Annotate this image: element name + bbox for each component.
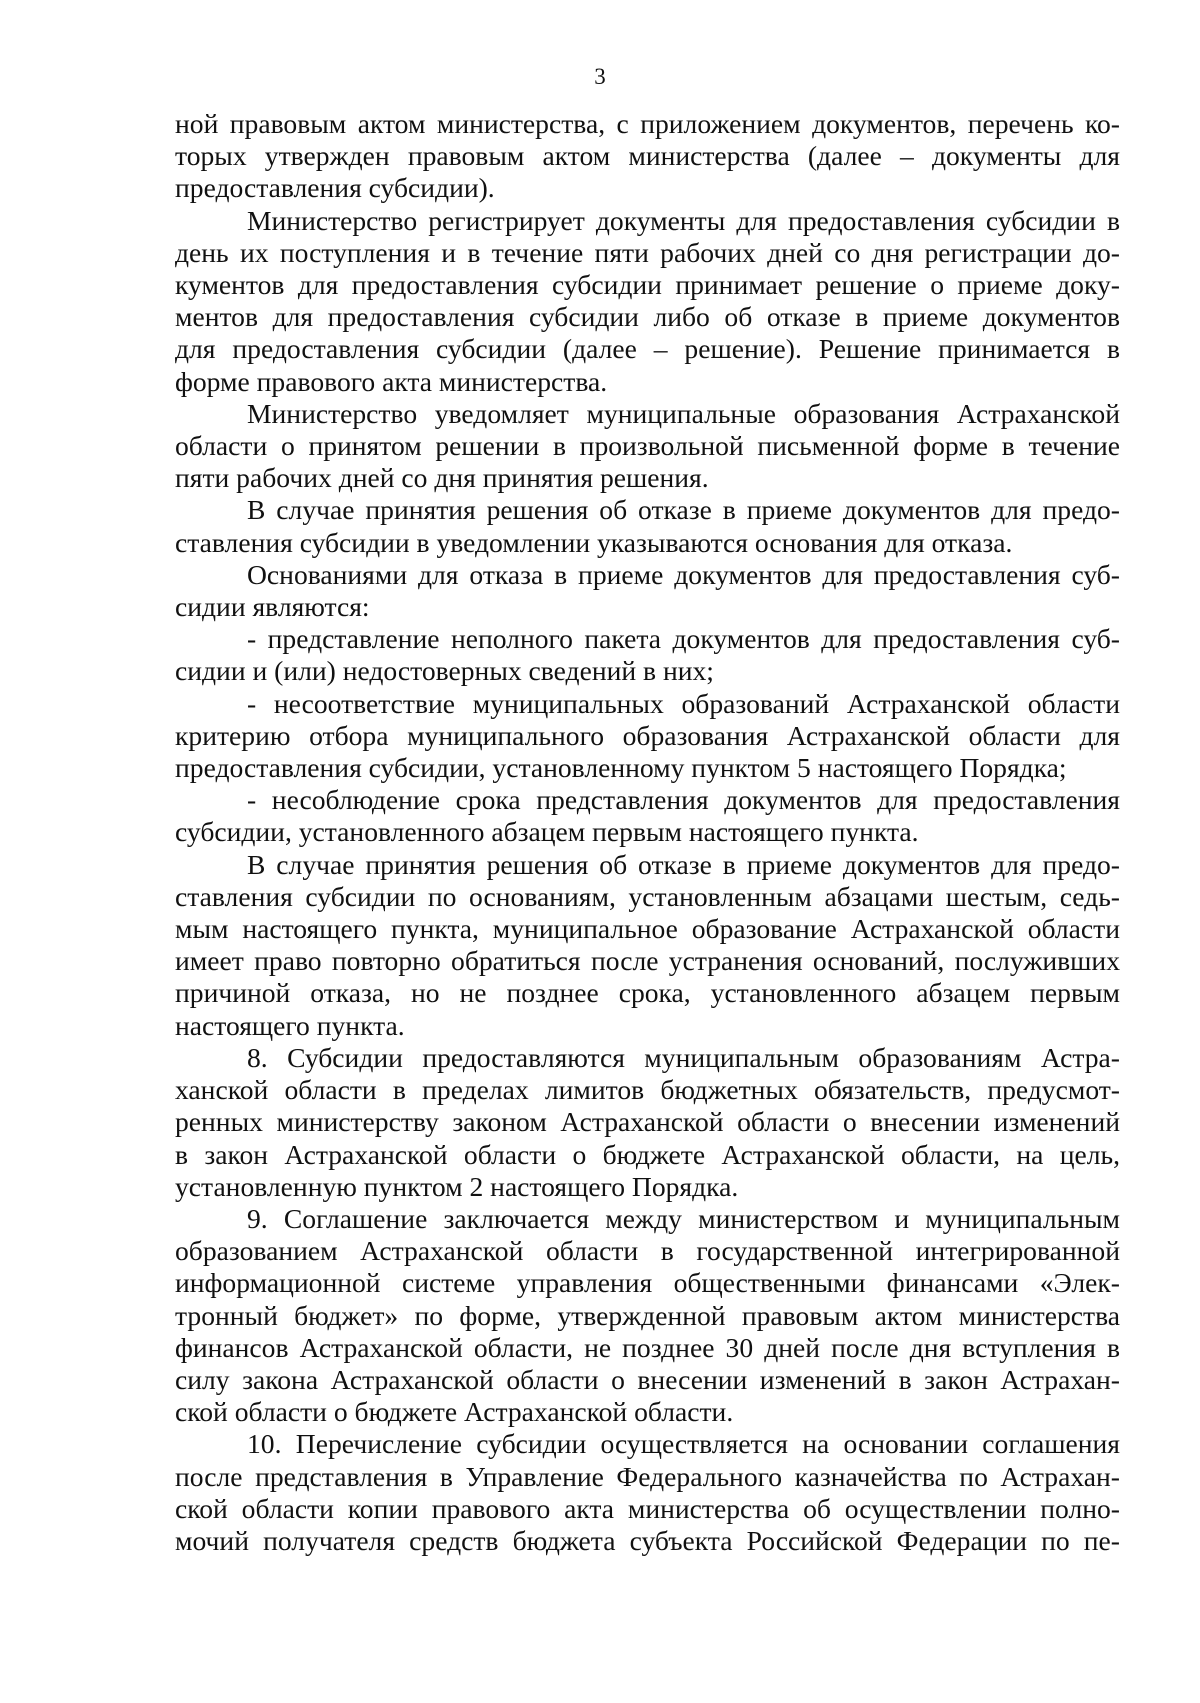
paragraph (175, 1042, 1120, 1203)
text-line: тронный бюджет» по форме, утвержденной правовым актом министерства (175, 1299, 1120, 1331)
text-line: мым настоящего пункта, муниципальное образование Астраханской области (175, 913, 1120, 945)
text-line: ской области копии правового акта министерства об осуществлении полно- (175, 1492, 1120, 1524)
text-line: - представление неполного пакета документов для предоставления суб- (247, 623, 1120, 655)
text-line: образованием Астраханской области в государственной интегрированной (175, 1235, 1120, 1267)
text-line: 9. Соглашение заключается между министерством и муниципальным (247, 1202, 1120, 1234)
text-line: сидии являются: (175, 591, 370, 623)
paragraph (175, 784, 1120, 848)
text-line: торых утвержден правовым актом министерства (далее – документы для (175, 140, 1120, 172)
document-body (175, 108, 1120, 1557)
text-line: Министерство регистрирует документы для предоставления субсидии в (247, 204, 1120, 236)
text-line: критерию отбора муниципального образования Астраханской области для (175, 719, 1120, 751)
text-line: после представления в Управление Федерального казначейства по Астрахан- (175, 1460, 1120, 1492)
paragraph (175, 398, 1120, 495)
paragraph (175, 205, 1120, 398)
text-line: для предоставления субсидии (далее – решение). Решение принимается в (175, 333, 1120, 365)
text-line: ставления субсидии по основаниям, установленным абзацами шестым, седь- (175, 880, 1120, 912)
text-line: кументов для предоставления субсидии принимает решение о приеме доку- (175, 269, 1120, 301)
text-line: субсидии, установленного абзацем первым настоящего пункта. (175, 816, 919, 848)
text-line: ханской области в пределах лимитов бюджетных обязательств, предусмот- (175, 1074, 1120, 1106)
text-line: мочий получателя средств бюджета субъекта Российской Федерации по пе- (175, 1524, 1120, 1556)
paragraph (175, 494, 1120, 558)
text-line: имеет право повторно обратиться после устранения оснований, послуживших (175, 945, 1120, 977)
paragraph (175, 1428, 1120, 1557)
paragraph (175, 849, 1120, 1042)
text-line: силу закона Астраханской области о внесении изменений в закон Астрахан- (175, 1363, 1120, 1395)
text-line: установленную пунктом 2 настоящего Порядка. (175, 1170, 739, 1202)
text-line: информационной системе управления общественными финансами «Элек- (175, 1267, 1120, 1299)
paragraph (175, 623, 1120, 687)
text-line: Основаниями для отказа в приеме документов для предоставления суб- (247, 558, 1120, 590)
text-line: ской области о бюджете Астраханской области. (175, 1396, 734, 1428)
text-line: В случае принятия решения об отказе в приеме документов для предо- (247, 494, 1120, 526)
text-line: ставления субсидии в уведомлении указываются основания для отказа. (175, 526, 1013, 558)
text-line: - несоблюдение срока представления документов для предоставления (247, 784, 1120, 816)
text-line: предоставления субсидии). (175, 172, 495, 204)
paragraph (175, 559, 1120, 623)
text-line: 10. Перечисление субсидии осуществляется на основании соглашения (247, 1428, 1120, 1460)
text-line: Министерство уведомляет муниципальные образования Астраханской (247, 397, 1120, 429)
text-line: ренных министерству законом Астраханской области о внесении изменений (175, 1106, 1120, 1138)
page-number: 3 (594, 64, 606, 89)
text-line: В случае принятия решения об отказе в приеме документов для предо- (247, 848, 1120, 880)
text-line: - несоответствие муниципальных образований Астраханской области (247, 687, 1120, 719)
text-line: причиной отказа, но не позднее срока, установленного абзацем первым (175, 977, 1120, 1009)
text-line: области о принятом решении в произвольной письменной форме в течение (175, 430, 1120, 462)
text-line: ментов для предоставления субсидии либо об отказе в приеме документов (175, 301, 1120, 333)
text-line: финансов Астраханской области, не позднее 30 дней после дня вступления в (175, 1331, 1120, 1363)
text-line: день их поступления и в течение пяти рабочих дней со дня регистрации до- (175, 236, 1120, 268)
paragraph (175, 108, 1120, 205)
text-line: 8. Субсидии предоставляются муниципальным образованиям Астра- (247, 1041, 1120, 1073)
text-line: ной правовым актом министерства, с приложением документов, перечень ко- (175, 108, 1120, 139)
text-line: пяти рабочих дней со дня принятия решения. (175, 462, 709, 494)
paragraph (175, 688, 1120, 785)
text-line: сидии и (или) недостоверных сведений в них; (175, 655, 714, 687)
text-line: форме правового акта министерства. (175, 365, 608, 397)
text-line: предоставления субсидии, установленному пунктом 5 настоящего Порядка; (175, 752, 1067, 784)
text-line: настоящего пункта. (175, 1009, 405, 1041)
paragraph (175, 1203, 1120, 1428)
text-line: в закон Астраханской области о бюджете Астраханской области, на цель, (175, 1138, 1120, 1170)
